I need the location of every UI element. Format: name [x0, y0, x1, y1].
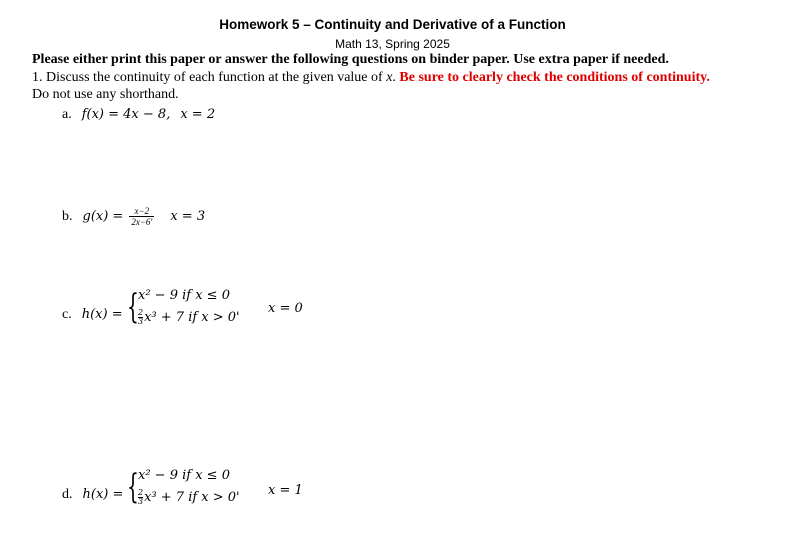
- part-b-point: x = 3: [170, 209, 206, 225]
- part-a-function: f(x) = 4x − 8,: [81, 107, 171, 122]
- part-c-brace: {: [127, 287, 139, 327]
- part-c-case-1: x² − 9 if x ≤ 0: [138, 288, 230, 303]
- question-1-text: 1. Discuss the continuity of each function at the given value of: [32, 70, 387, 85]
- part-c-coef-den: 3: [138, 317, 144, 326]
- part-b-function: g(x) =: [82, 209, 124, 225]
- part-d-coefficient: [138, 489, 143, 506]
- part-a: [62, 105, 215, 123]
- part-c-point: x = 0: [268, 301, 303, 316]
- part-d-function: h(x) =: [82, 487, 124, 502]
- part-a-point: x = 2: [180, 107, 216, 122]
- part-b-fraction: [129, 206, 154, 227]
- part-d-point: x = 1: [268, 483, 303, 498]
- part-d-case-1: x² − 9 if x ≤ 0: [138, 468, 230, 483]
- part-b-label: b.: [62, 209, 73, 225]
- part-d-coef-den: 3: [138, 497, 144, 506]
- part-c-case-2-text: x³ + 7 if x > 0': [144, 310, 240, 325]
- part-c-case-2: [138, 309, 240, 326]
- part-c-coefficient: [138, 309, 143, 326]
- part-c-function: h(x) =: [81, 307, 123, 322]
- part-d-case-2: [138, 489, 240, 506]
- question-1-emphasis: Be sure to clearly check the conditions of continuity.: [399, 70, 710, 85]
- part-d-coef-num: 2: [138, 488, 144, 497]
- part-a-label: a.: [62, 107, 72, 122]
- part-b-numerator: x−2: [129, 206, 154, 217]
- part-b: [62, 206, 205, 227]
- question-1-var: x: [386, 70, 393, 85]
- part-d-label-row: [62, 485, 123, 503]
- instructions: Please either print this paper or answer the following questions on binder paper. Use extra paper if needed.: [32, 52, 669, 67]
- part-d-case-2-text: x³ + 7 if x > 0': [144, 490, 240, 505]
- part-d-brace: {: [127, 467, 139, 507]
- part-c-coef-num: 2: [138, 308, 144, 317]
- part-c-label-row: [62, 305, 123, 323]
- question-1-dot: .: [392, 70, 396, 85]
- question-1: [32, 70, 710, 86]
- question-1-line2: Do not use any shorthand.: [32, 87, 179, 102]
- part-b-denominator: 2x−6': [131, 217, 153, 227]
- part-c-label: c.: [62, 307, 72, 322]
- part-d-label: d.: [62, 487, 73, 502]
- page-title: Homework 5 – Continuity and Derivative of a Function: [219, 17, 566, 32]
- course-subtitle: Math 13, Spring 2025: [335, 37, 450, 51]
